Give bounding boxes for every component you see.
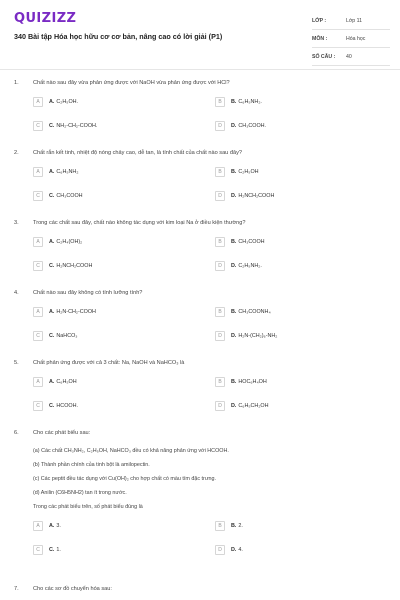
statement-item: (d) Anilin (C6H5NH2) tan ít trong nước. [33,490,127,496]
option-b[interactable] [215,96,380,108]
meta-row-subject [312,30,390,48]
option-letter-box: D [215,261,225,271]
option-answer: CH₃COOH [56,193,83,199]
option-a[interactable] [33,520,198,532]
option-label: C. [49,123,55,129]
question-number: 4. [14,290,19,296]
question-number: 7. [14,586,19,592]
option-label: D. [231,263,237,269]
option-grid [0,96,400,132]
meta-key: SỐ CÂU : [312,53,336,60]
option-a[interactable] [33,96,198,108]
question-6 [0,428,400,584]
option-text [49,263,92,269]
option-d[interactable] [215,544,380,556]
option-a[interactable] [33,236,198,248]
question-stem [0,288,400,298]
option-label: D. [231,547,237,553]
statement-item: (c) Các peptit đều tác dụng với Cu(OH)₂ cho hợp chất có màu tím đặc trưng. [33,476,216,482]
option-label: C. [49,263,55,269]
option-letter-box: C [33,191,43,201]
option-label: A. [49,169,55,175]
option-letter-box: C [33,401,43,411]
option-answer: 4. [238,547,243,553]
option-letter-box: C [33,261,43,271]
option-d[interactable] [215,330,380,342]
option-answer: H₂N-(CH₂)₆-NH₂ [238,333,278,339]
option-answer: C₆H₅NH₂ [56,169,79,175]
option-text [49,547,61,553]
option-label: A. [49,99,55,105]
option-c[interactable] [33,330,198,342]
meta-key: MÔN : [312,35,328,42]
option-label: D. [231,123,237,129]
option-answer: C₂H₅OH [238,169,259,175]
option-b[interactable] [215,376,380,388]
statement-item: (a) Các chất CH₃NH₂, C₂H₅OH, NaHCO₃ đều có khả năng phản ứng với HCOOH. [33,448,229,454]
question-number: 3. [14,220,19,226]
meta-row-count [312,48,390,66]
option-answer: H₂NCH₂COOH [238,193,275,199]
option-answer: C₂H₄(OH)₂ [56,239,83,245]
option-letter-box: B [215,237,225,247]
option-b[interactable] [215,520,380,532]
option-c[interactable] [33,544,198,556]
option-letter-box: A [33,237,43,247]
option-grid [0,520,400,556]
option-c[interactable] [33,190,198,202]
question-list [0,78,400,598]
option-answer: C₆H₅CH₂OH [238,403,269,409]
option-text [231,239,265,245]
question-4 [0,288,400,358]
option-letter-box: C [33,545,43,555]
question-stem [0,148,400,158]
option-letter-box: B [215,307,225,317]
option-label: A. [49,523,55,529]
option-text [231,309,271,315]
question-7 [0,584,400,598]
option-d[interactable] [215,120,380,132]
meta-key: LỚP : [312,17,327,24]
option-text [49,123,97,129]
question-5 [0,358,400,428]
option-label: C. [49,403,55,409]
statement-prompt: Trong các phát biểu trên, số phát biểu đúng là [33,504,143,510]
option-label: D. [231,333,237,339]
option-text [49,333,77,339]
option-c[interactable] [33,400,198,412]
option-answer: HCOOH. [56,403,78,409]
option-letter-box: A [33,521,43,531]
meta-row-class [312,12,390,30]
option-label: A. [49,309,55,315]
option-answer: C₆H₅OH [56,379,77,385]
option-text [231,379,267,385]
question-text: Chất phản ứng được với cả 3 chất: Na, NaOH và NaHCO₃ là [33,360,185,366]
option-text [231,99,262,105]
option-text [49,239,82,245]
option-answer: CH₃COOH [238,239,265,245]
option-answer: CH₃COOH. [238,123,267,129]
option-label: D. [231,193,237,199]
question-text: Trong các chất sau đây, chất nào không tác dụng với kim loại Na ở điều kiện thường? [33,220,246,226]
question-2 [0,148,400,218]
option-label: C. [49,547,55,553]
option-label: B. [231,379,237,385]
question-stem [0,218,400,228]
question-number: 2. [14,150,19,156]
question-text: Chất nào sau đây không có tính lưỡng tính? [33,290,143,296]
option-grid [0,166,400,202]
option-answer: 3. [56,523,61,529]
option-letter-box: A [33,307,43,317]
option-b[interactable] [215,306,380,318]
option-letter-box: B [215,377,225,387]
option-text [49,403,78,409]
question-number: 5. [14,360,19,366]
question-stem [0,358,400,368]
option-letter-box: C [33,331,43,341]
option-text [49,523,61,529]
meta-value: Lớp 11 [346,17,362,24]
option-answer: HOC₆H₄OH [238,379,267,385]
meta-table [312,12,390,66]
option-c[interactable] [33,260,198,272]
option-answer: CH₃COONH₄ [238,309,271,315]
option-text [49,309,96,315]
option-label: C. [49,193,55,199]
option-label: B. [231,239,237,245]
option-letter-box: D [215,331,225,341]
option-answer: C₆H₅NH₂. [238,99,262,105]
option-letter-box: D [215,191,225,201]
question-text: Chất nào sau đây vừa phản ứng được với NaOH vừa phản ứng được với HCl? [33,80,230,86]
statement-item: (b) Thành phần chính của tinh bột là amilopectin. [33,462,150,468]
option-label: A. [49,239,55,245]
option-b[interactable] [215,236,380,248]
option-answer: H₂N-CH₂-COOH [56,309,96,315]
option-letter-box: D [215,401,225,411]
option-label: B. [231,169,237,175]
option-d[interactable] [215,190,380,202]
option-label: B. [231,99,237,105]
question-1 [0,78,400,148]
option-c[interactable] [33,120,198,132]
statement-list [33,444,400,514]
option-d[interactable] [215,400,380,412]
option-text [231,523,243,529]
option-b[interactable] [215,166,380,178]
question-text: Cho các sơ đồ chuyển hóa sau: [33,586,112,592]
question-number: 1. [14,80,19,86]
option-a[interactable] [33,376,198,388]
header-divider [0,69,400,70]
option-answer: 2. [238,523,243,529]
option-label: C. [49,333,55,339]
option-letter-box: B [215,521,225,531]
quizizz-logo: QUIZIZZ [14,11,77,26]
option-label: A. [49,379,55,385]
option-answer: H₂NCH₂COOH [56,263,93,269]
option-letter-box: D [215,121,225,131]
option-letter-box: B [215,167,225,177]
option-text [231,263,262,269]
option-label: B. [231,523,237,529]
option-answer: NaHCO₃ [56,333,78,339]
option-text [231,403,269,409]
question-3 [0,218,400,288]
meta-value: Hóa học [346,35,366,42]
question-stem [0,78,400,88]
document-header [0,0,400,66]
option-label: D. [231,403,237,409]
option-text [49,169,78,175]
document-title: 340 Bài tập Hóa học hữu cơ cơ bản, nâng cao có lời giải (P1) [14,32,223,41]
option-text [231,169,259,175]
option-a[interactable] [33,166,198,178]
question-text: Cho các phát biểu sau: [33,430,91,436]
option-letter-box: D [215,545,225,555]
option-a[interactable] [33,306,198,318]
option-letter-box: B [215,97,225,107]
option-text [231,123,266,129]
question-number: 6. [14,430,19,436]
option-d[interactable] [215,260,380,272]
option-label: B. [231,309,237,315]
option-text [231,547,243,553]
option-letter-box: A [33,377,43,387]
option-text [49,193,83,199]
option-text [231,333,277,339]
question-text: Chất rắn kết tinh, nhiệt độ nóng chảy cao, dễ tan, là tính chất của chất nào sau đây? [33,150,242,156]
option-letter-box: A [33,167,43,177]
option-answer: 1. [56,547,61,553]
option-letter-box: A [33,97,43,107]
option-letter-box: C [33,121,43,131]
question-stem [0,584,400,594]
option-grid [0,236,400,272]
option-answer: C₂H₅NH₂. [238,263,262,269]
option-text [231,193,274,199]
option-answer: NH₂-CH₂-COOH. [56,123,98,129]
option-answer: C₂H₅OH. [56,99,79,105]
question-stem [0,428,400,438]
option-text [49,99,78,105]
option-text [49,379,77,385]
option-grid [0,306,400,342]
option-grid [0,376,400,412]
meta-value: 40 [346,53,352,60]
